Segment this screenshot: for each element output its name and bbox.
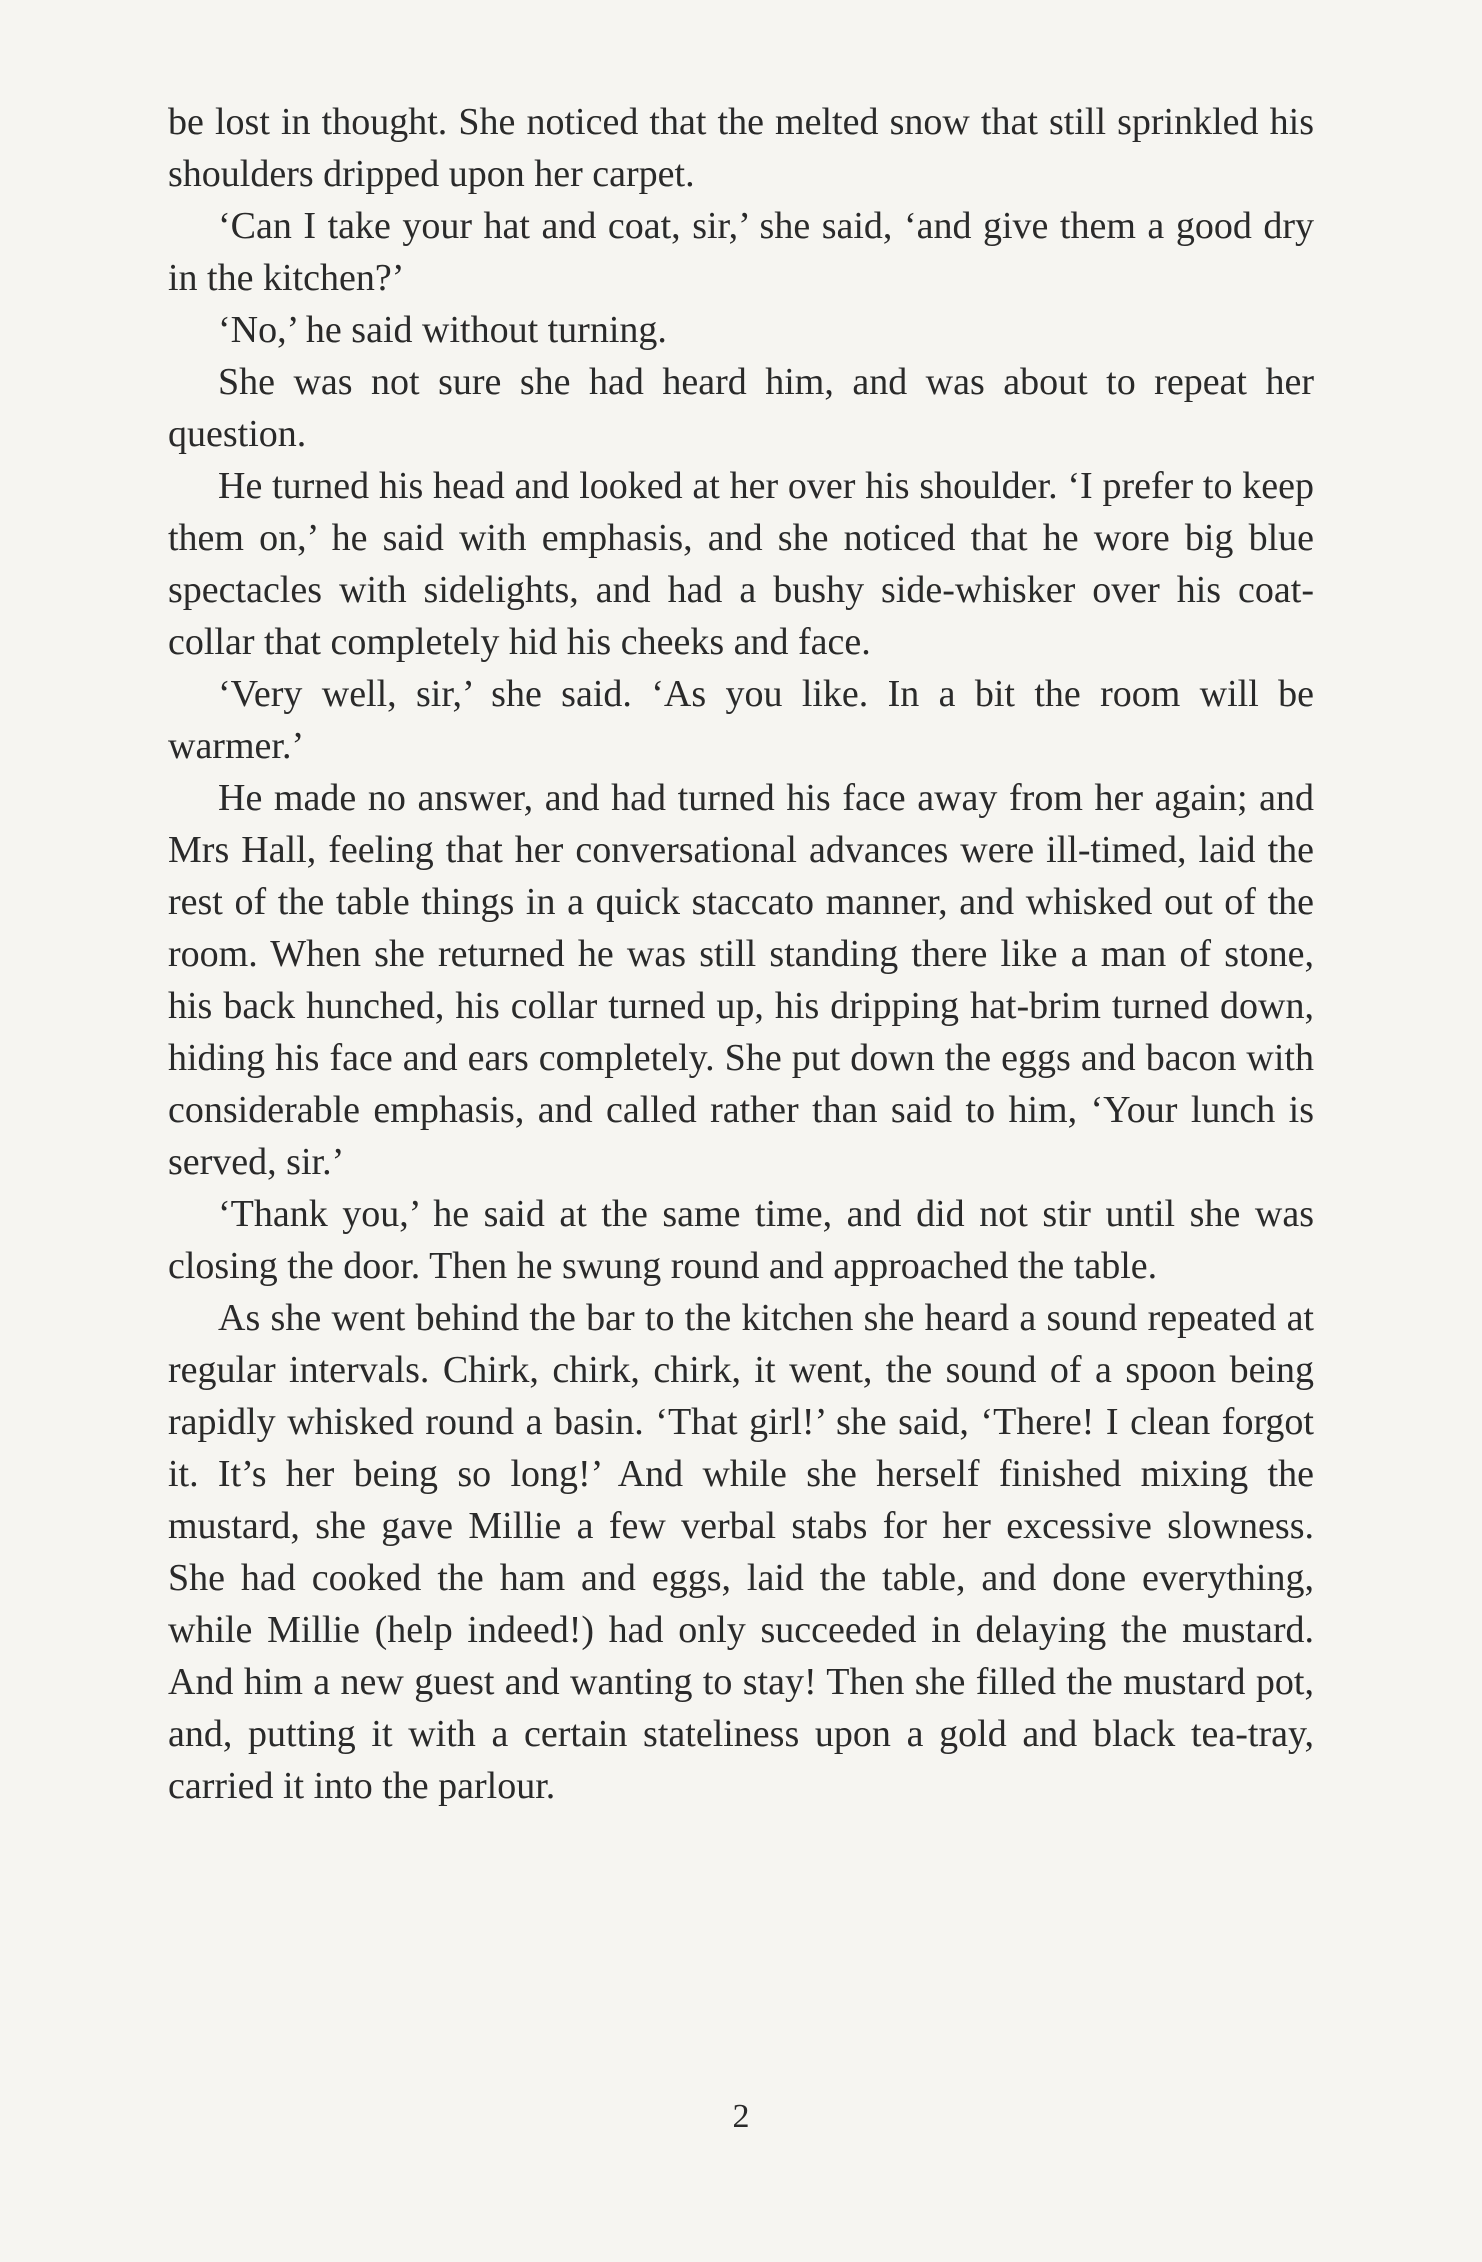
page-number: 2 [732,2098,750,2135]
paragraph: As she went behind the bar to the kitchen she heard a sound repeated at regular intervals. Chirk, chirk, chirk, it went, the sound of a spoon being rapidly whisked round a basin. ‘That girl!’ she said, ‘There! I clean forgot it. It’s her being so long!’ And while she herself finished mixing the mustard, she gave Millie a few verbal stabs for her excessive slowness. She had cooked the ham and eggs, laid the table, and done everything, while Millie (help indeed!) had only succeeded in delaying the mustard. And him a new guest and wanting to stay! Then she filled the mustard pot, and, putting it with a certain stateliness upon a gold and black tea-tray, carried it into the parlour. [168,1297,1314,1807]
paragraph: ‘Thank you,’ he said at the same time, and did not stir until she was closing the door. Then he swung round and approached the table. [168,1193,1314,1287]
body-text [168,96,1314,1812]
paragraph: be lost in thought. She noticed that the melted snow that still sprinkled his shoulders dripped upon her carpet. [168,101,1314,195]
paragraph: ‘No,’ he said without turning. [218,309,667,351]
paragraph: He turned his head and looked at her over his shoulder. ‘I prefer to keep them on,’ he said with emphasis, and she noticed that he wore big blue spectacles with sidelights, and had a bushy side-whisker over his coat-collar that completely hid his cheeks and face. [168,465,1314,663]
paragraph: ‘Can I take your hat and coat, sir,’ she said, ‘and give them a good dry in the kitchen?’ [168,205,1314,299]
paragraph: He made no answer, and had turned his face away from her again; and Mrs Hall, feeling that her conversational advances were ill-timed, laid the rest of the table things in a quick staccato manner, and whisked out of the room. When she returned he was still standing there like a man of stone, his back hunched, his collar turned up, his dripping hat-brim turned down, hiding his face and ears completely. She put down the eggs and bacon with considerable emphasis, and called rather than said to him, ‘Your lunch is served, sir.’ [168,777,1314,1183]
paragraph: ‘Very well, sir,’ she said. ‘As you like. In a bit the room will be warmer.’ [168,673,1314,767]
paragraph: She was not sure she had heard him, and was about to repeat her question. [168,361,1314,455]
